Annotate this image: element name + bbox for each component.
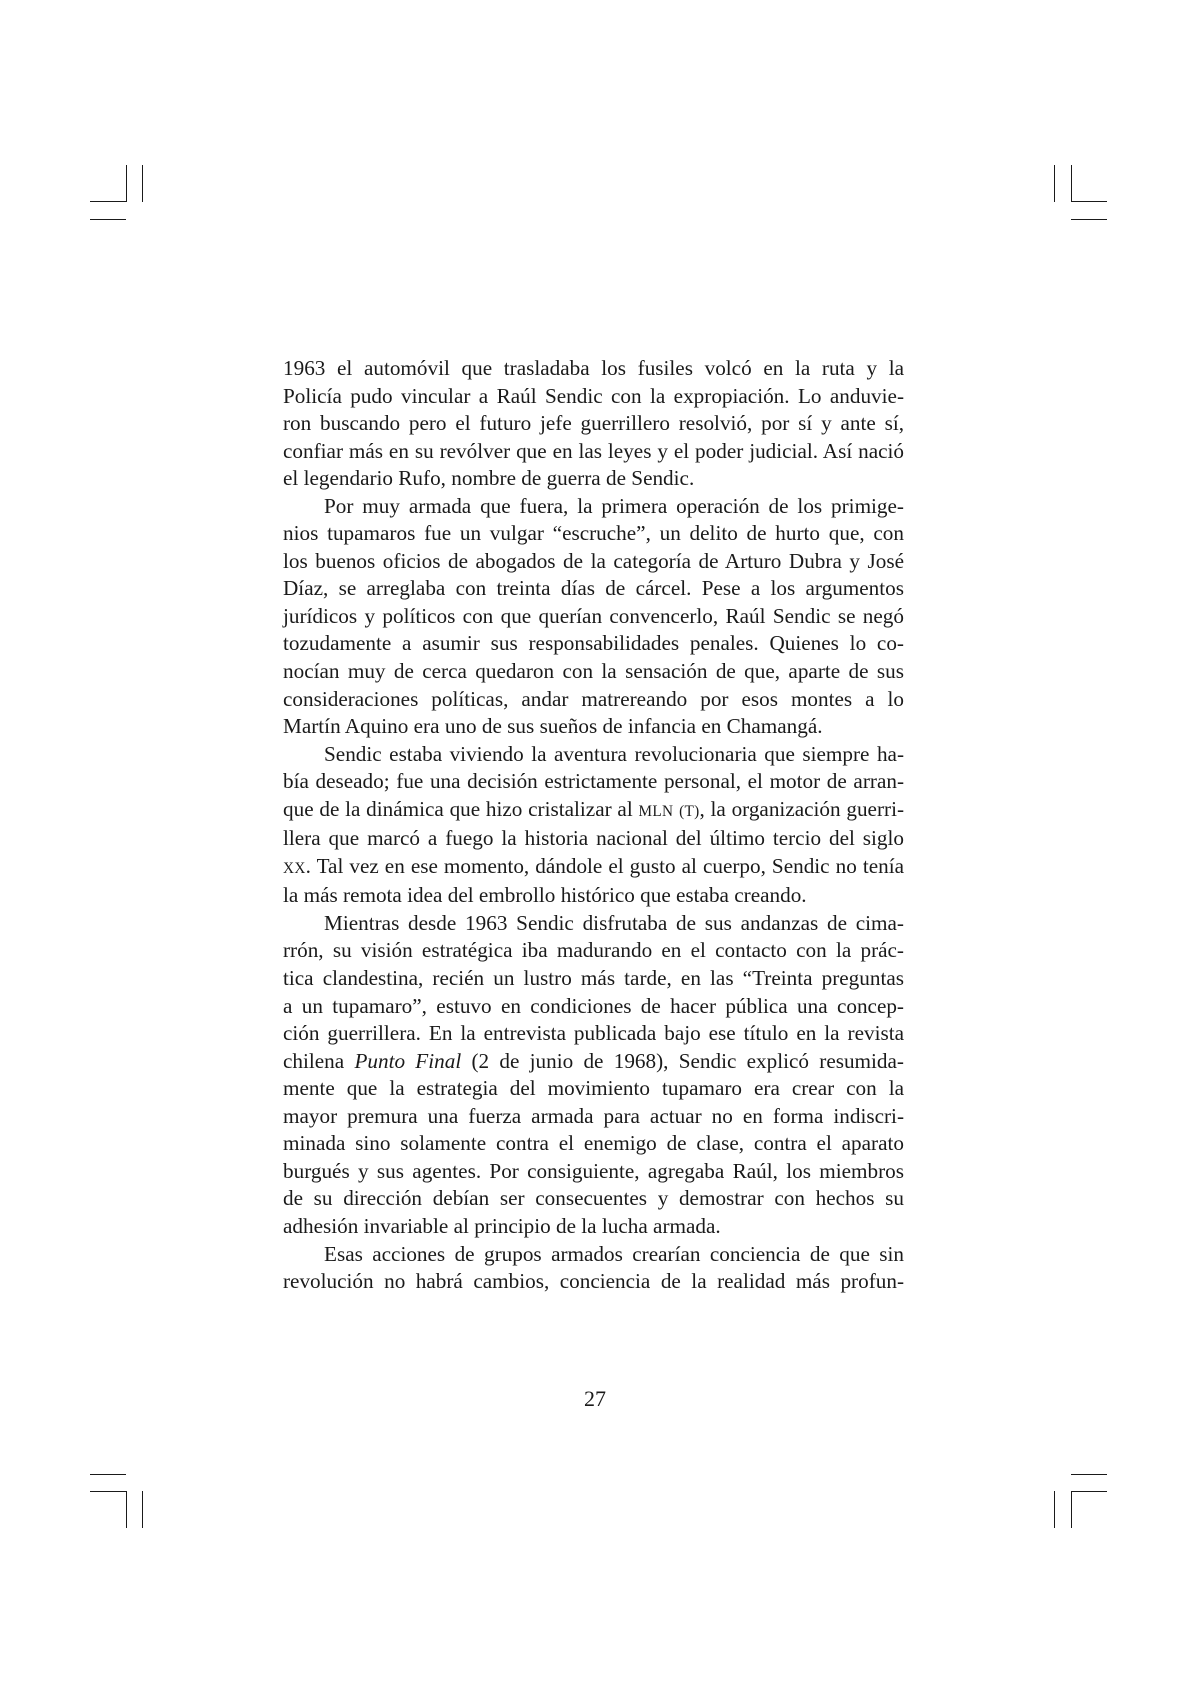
crop-mark (90, 201, 126, 202)
crop-mark (90, 1474, 126, 1475)
text-line: tica clandestina, recién un lustro más tarde, en las “Treinta preguntas (283, 966, 904, 991)
text-line: mayor premura una fuerza armada para actuar no en forma indiscri- (283, 1103, 904, 1128)
text-line: minada sino solamente contra el enemigo de clase, contra el aparato (283, 1131, 904, 1156)
text-line: Sendic estaba viviendo la aventura revolucionaria que siempre ha- (324, 741, 904, 766)
crop-mark (90, 219, 126, 220)
text-line: los buenos oficios de abogados de la categoría de Arturo Dubra y José (283, 548, 904, 573)
text-line: llera que marcó a fuego la historia nacional del último tercio del siglo (283, 826, 904, 851)
text-segment: chilena (283, 1048, 355, 1073)
crop-mark (1071, 219, 1107, 220)
crop-mark (126, 1491, 127, 1528)
text-segment: (2 de junio de 1968), Sendic explicó resumida- (461, 1048, 904, 1073)
page-number: 27 (584, 1386, 606, 1411)
text-line: mente que la estrategia del movimiento tupamaro era crear con la (283, 1076, 904, 1101)
text-line: nocían muy de cerca quedaron con la sensación de que, aparte de sus (283, 659, 904, 684)
paragraph (283, 741, 904, 910)
text-line: burgués y sus agentes. Por consiguiente, agregaba Raúl, los miembros (283, 1158, 904, 1183)
crop-mark (142, 165, 143, 202)
text-line (283, 1048, 904, 1076)
text-line: de su dirección debían ser consecuentes y demostrar con hechos su (283, 1186, 904, 1211)
crop-mark (1071, 1491, 1072, 1528)
text-line: 1963 el automóvil que trasladaba los fusiles volcó en la ruta y la (283, 356, 904, 380)
text-line: bía deseado; fue una decisión estrictamente personal, el motor de arran- (283, 769, 904, 794)
crop-mark (90, 1491, 126, 1492)
paragraph (283, 910, 904, 1241)
text-line: ción guerrillera. En la entrevista publicada bajo ese título en la revista (283, 1021, 904, 1046)
text-line: Policía pudo vincular a Raúl Sendic con la expropiación. Lo anduvie- (283, 383, 904, 408)
crop-mark (1054, 1491, 1055, 1528)
text-line: rrón, su visión estratégica iba madurando en el contacto con la prác- (283, 938, 904, 963)
text-line: consideraciones políticas, andar matrereando por esos montes a lo (283, 686, 904, 711)
acronym-t: (T) (679, 802, 700, 820)
text-line: Martín Aquino era uno de sus sueños de infancia en Chamangá. (283, 714, 823, 739)
text-line: ron buscando pero el futuro jefe guerrillero resolvió, por sí y ante sí, (283, 411, 904, 436)
text-line (283, 853, 904, 883)
text-line: Díaz, se arreglaba con treinta días de cárcel. Pese a los argumentos (283, 576, 904, 601)
text-line: revolución no habrá cambios, conciencia de la realidad más profun- (283, 1269, 904, 1294)
text-line (283, 796, 904, 826)
text-line: adhesión invariable al principio de la lucha armada. (283, 1213, 721, 1238)
crop-mark (1054, 165, 1055, 202)
acronym-mln: MLN (638, 802, 674, 820)
text-line: tozudamente a asumir sus responsabilidades penales. Quienes lo co- (283, 631, 904, 656)
crop-mark (142, 1491, 143, 1528)
text-segment: . Tal vez en ese momento, dándole el gusto al cuerpo, Sendic no tenía (305, 853, 904, 878)
crop-mark (1071, 201, 1107, 202)
text-line: Por muy armada que fuera, la primera operación de los primige- (324, 493, 904, 518)
crop-mark (1071, 165, 1072, 202)
acronym-xx: XX (283, 859, 306, 877)
text-line: Mientras desde 1963 Sendic disfrutaba de sus andanzas de cima- (324, 910, 904, 935)
text-line: nios tupamaros fue un vulgar “escruche”, un delito de hurto que, con (283, 521, 904, 546)
text-line: la más remota idea del embrollo histórico que estaba creando. (283, 883, 807, 908)
crop-mark (1071, 1491, 1107, 1492)
text-line: a un tupamaro”, estuvo en condiciones de hacer pública una concep- (283, 993, 904, 1018)
body-text (283, 355, 904, 1296)
text-line: confiar más en su revólver que en las leyes y el poder judicial. Así nació (283, 438, 904, 463)
text-segment: que de la dinámica que hizo cristalizar al (283, 796, 639, 821)
text-line: el legendario Rufo, nombre de guerra de Sendic. (283, 466, 695, 491)
paragraph (283, 1241, 904, 1296)
text-line: jurídicos y políticos con que querían convencerlo, Raúl Sendic se negó (283, 603, 904, 628)
text-segment: , la organización guerri- (699, 796, 905, 821)
paragraph (283, 493, 904, 741)
crop-mark (1071, 1474, 1107, 1475)
paragraph (283, 355, 904, 493)
publication-title: Punto Final (354, 1048, 462, 1073)
text-line: Esas acciones de grupos armados crearían conciencia de que sin (324, 1241, 904, 1266)
crop-mark (126, 165, 127, 202)
